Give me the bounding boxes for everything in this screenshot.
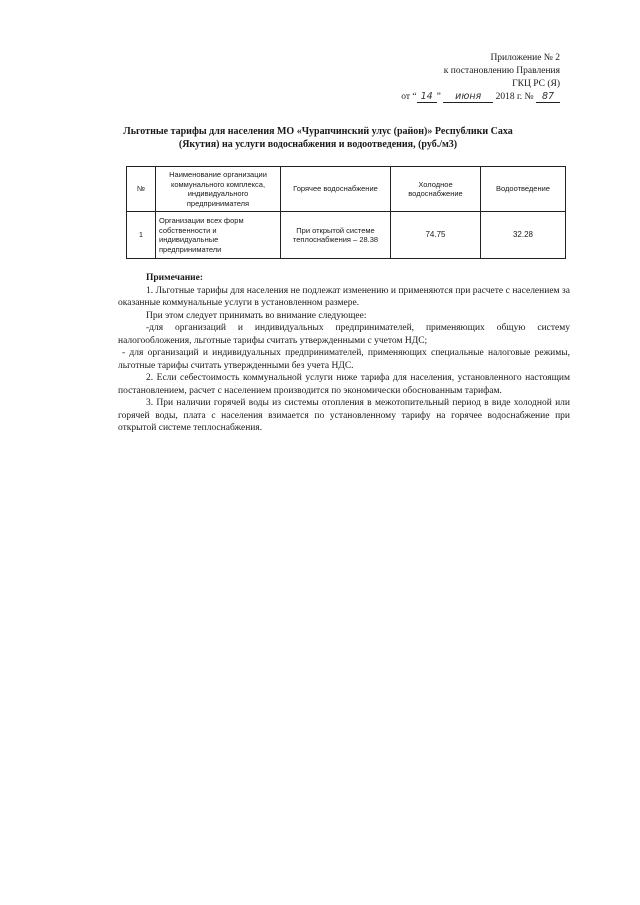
attachment-header (401, 52, 560, 104)
document-title: Льготные тарифы для населения МО «Чурапчинский улус (район)» Республики Саха (Якутия) на услуги водоснабжения и водоотведения, (руб./м3) (123, 126, 513, 150)
cell-num: 1 (127, 212, 156, 259)
cell-cold-water: 74.75 (391, 212, 481, 259)
attachment-authority: ГКЦ РС (Я) (512, 79, 560, 89)
date-prefix: от “ (401, 92, 417, 102)
note-general-tax: -для организаций и индивидуальных предпринимателей, применяющих общую систему налогообложения, льготные тарифы считать утвержденными с учетом НДС; (118, 323, 570, 346)
date-day-handwritten: 14 (417, 91, 437, 103)
date-month-handwritten: июня (443, 91, 493, 103)
tariff-table (126, 166, 566, 259)
note-3: 3. При наличии горячей воды из системы отопления в межотопительный период в виде холодной или горячей воды, плата с населения взимается по установленному тарифу на горячее водоснабжение при открытой системе теплоснабжения. (118, 398, 570, 433)
date-mid: ” (436, 92, 441, 102)
note-1: 1. Льготные тарифы для населения не подлежат изменению и применяются при расчете с населением за оказанные коммунальные услуги в установленном размере. (118, 285, 570, 308)
cell-hot-water: При открытой системе теплоснабжения – 28.38 (281, 212, 391, 259)
date-year: 2018 г. № (493, 92, 534, 102)
doc-number-handwritten: 87 (536, 91, 560, 103)
note-consider: При этом следует принимать во внимание следующее: (146, 310, 367, 321)
notes-section (118, 272, 570, 435)
attachment-date-line (401, 91, 560, 104)
header-wastewater: Водоотведение (481, 167, 566, 212)
table-row (127, 212, 566, 259)
notes-heading: Примечание: (146, 273, 204, 283)
header-cold-water: Холодное водоснабжение (391, 167, 481, 212)
attachment-number: Приложение № 2 (490, 53, 560, 63)
cell-organization: Организации всех форм собственности и индивидуальные предприниматели (156, 212, 281, 259)
header-num: № (127, 167, 156, 212)
table-header-row (127, 167, 566, 212)
attachment-decree-ref: к постановлению Правления (443, 66, 560, 76)
note-2: 2. Если себестоимость коммунальной услуги ниже тарифа для населения, установленного настоящим постановлением, расчет с населением производится по экономически обоснованным тарифам. (118, 373, 570, 396)
header-hot-water: Горячее водоснабжение (281, 167, 391, 212)
note-special-tax: - для организаций и индивидуальных предпринимателей, применяющих специальные налоговые режимы, льготные тарифы считать утвержденными без учета НДС. (118, 348, 570, 371)
header-organization: Наименование организации коммунального комплекса, индивидуального предпринимателя (156, 167, 281, 212)
cell-wastewater: 32.28 (481, 212, 566, 259)
